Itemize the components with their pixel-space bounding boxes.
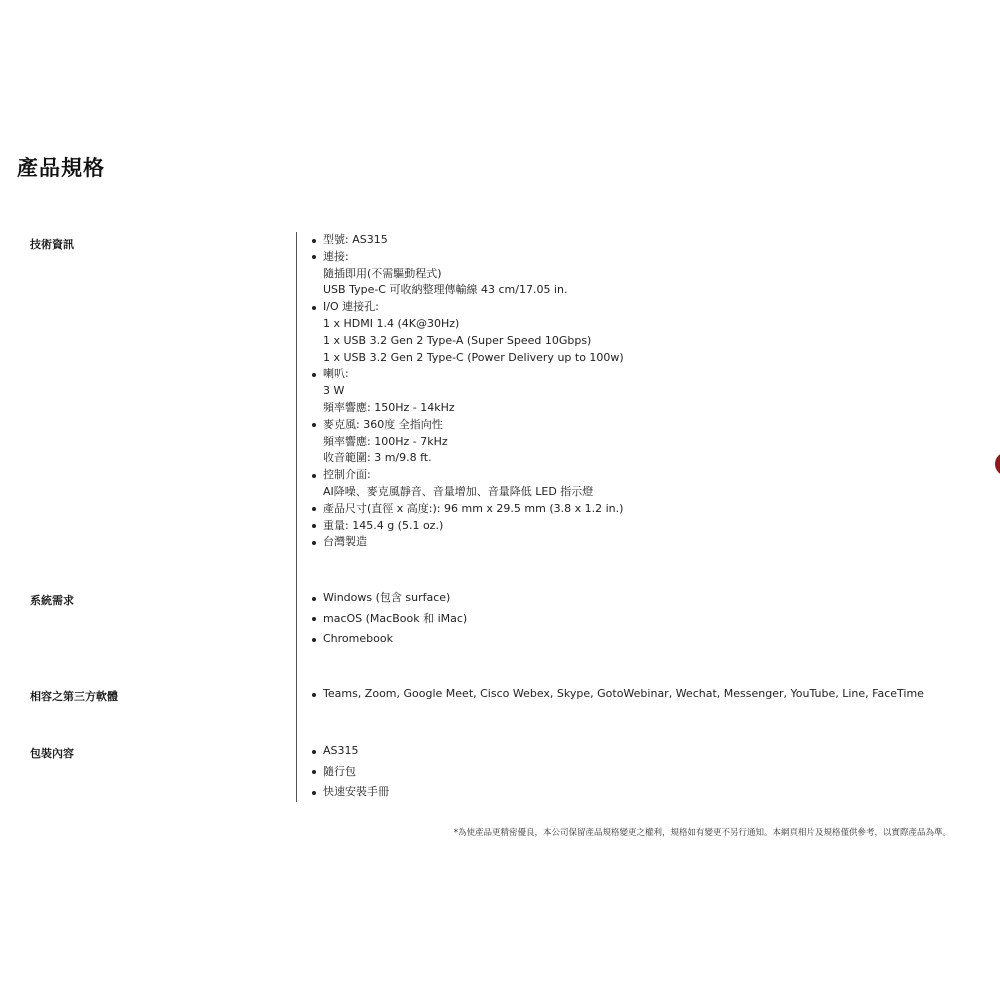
list-subitem: USB Type-C 可收納整理傳輸線 43 cm/17.05 in. bbox=[323, 283, 568, 297]
section-label-tech-info: 技術資訊 bbox=[30, 238, 74, 251]
list-item: Teams, Zoom, Google Meet, Cisco Webex, Skype, GotoWebinar, Wechat, Messenger, YouTube, Line, FaceTime bbox=[309, 684, 924, 705]
tech-info-list bbox=[309, 232, 624, 551]
list-item: 麥克風: 360度 全指向性 頻率響應: 100Hz - 7kHz 收音範圍: 3 m/9.8 ft. bbox=[309, 417, 624, 467]
column-divider bbox=[296, 232, 297, 802]
list-item: AS315 bbox=[309, 741, 389, 762]
list-item: I/O 連接孔: 1 x HDMI 1.4 (4K@30Hz) 1 x USB 3.2 Gen 2 Type-A (Super Speed 10Gbps) 1 x USB 3.2 Gen 2 Type-C (Power Delivery up to 100w) bbox=[309, 299, 624, 366]
list-item: 連接: 隨插即用(不需驅動程式) USB Type-C 可收納整理傳輸線 43 cm/17.05 in. bbox=[309, 249, 624, 299]
list-subitem: 1 x USB 3.2 Gen 2 Type-C (Power Delivery up to 100w) bbox=[323, 350, 624, 364]
system-requirements-list bbox=[309, 588, 467, 650]
list-item: 隨行包 bbox=[309, 762, 389, 783]
section-label-package-contents: 包裝內容 bbox=[30, 747, 74, 760]
list-subitem: 收音範圍: 3 m/9.8 ft. bbox=[323, 451, 432, 465]
page-title: 產品規格 bbox=[17, 156, 105, 180]
list-subitem: 3 W bbox=[323, 384, 345, 398]
package-contents-list bbox=[309, 741, 389, 803]
list-item: 型號: AS315 bbox=[309, 232, 624, 249]
compatible-software-list bbox=[309, 684, 924, 705]
list-item: 重量: 145.4 g (5.1 oz.) bbox=[309, 518, 624, 535]
list-item: 快速安裝手冊 bbox=[309, 782, 389, 803]
section-label-compatible-software: 相容之第三方軟體 bbox=[30, 690, 118, 703]
list-item: macOS (MacBook 和 iMac) bbox=[309, 609, 467, 630]
list-item: Windows (包含 surface) bbox=[309, 588, 467, 609]
list-item: 台灣製造 bbox=[309, 534, 624, 551]
list-subitem: AI降噪、麥克風靜音、音量增加、音量降低 LED 指示燈 bbox=[323, 484, 594, 498]
list-item: Chromebook bbox=[309, 629, 467, 650]
list-item: 產品尺寸(直徑 x 高度:): 96 mm x 29.5 mm (3.8 x 1.2 in.) bbox=[309, 501, 624, 518]
list-subitem: 頻率響應: 100Hz - 7kHz bbox=[323, 434, 448, 448]
list-subitem: 隨插即用(不需驅動程式) bbox=[323, 266, 442, 280]
section-label-system-requirements: 系統需求 bbox=[30, 594, 74, 607]
list-subitem: 1 x HDMI 1.4 (4K@30Hz) bbox=[323, 316, 460, 330]
list-item: 控制介面: AI降噪、麥克風靜音、音量增加、音量降低 LED 指示燈 bbox=[309, 467, 624, 501]
list-subitem: 1 x USB 3.2 Gen 2 Type-A (Super Speed 10Gbps) bbox=[323, 333, 592, 347]
list-item: 喇叭: 3 W 頻率響應: 150Hz - 14kHz bbox=[309, 366, 624, 416]
disclaimer-footnote: *為使產品更精密優良，本公司保留產品規格變更之權利，規格如有變更不另行通知。本網頁相片及規格僅供參考，以實際產品為準。 bbox=[453, 828, 951, 838]
list-subitem: 頻率響應: 150Hz - 14kHz bbox=[323, 400, 455, 414]
